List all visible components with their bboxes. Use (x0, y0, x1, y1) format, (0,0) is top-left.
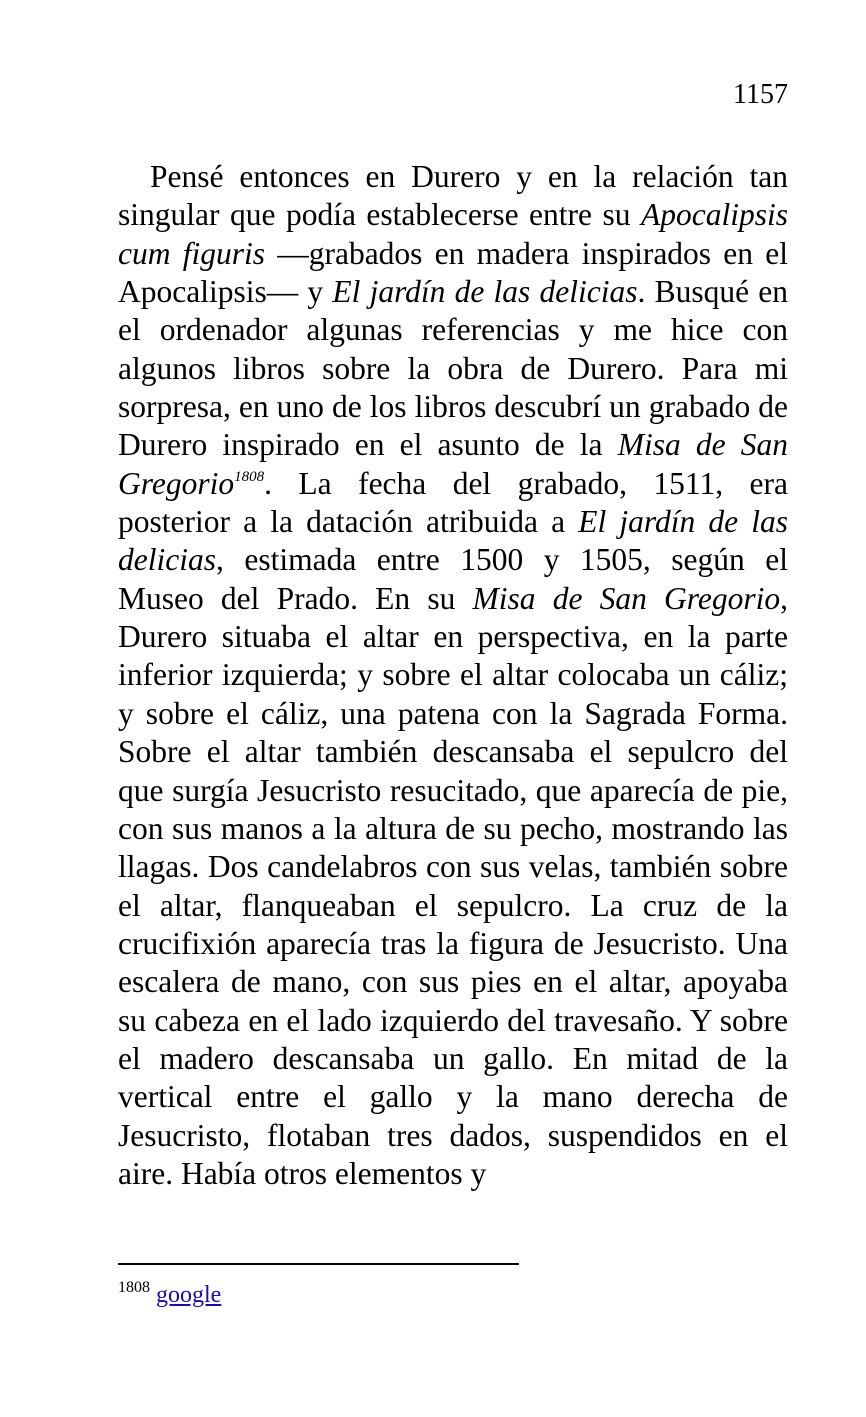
footnote-number: 1808 (118, 1279, 150, 1296)
footnote-divider (118, 1263, 519, 1265)
body-text-segment: —grabados en madera inspirados en el Apocalipsis— y (118, 235, 788, 310)
body-text-segment: , estimada entre 1500 y 1505, según el Museo del Prado. En su (118, 542, 788, 616)
italic-title-jardin: El jardín de las delicias (118, 504, 788, 578)
page-number: 1157 (733, 79, 788, 110)
body-paragraph (118, 158, 788, 1193)
italic-title-misa: Misa de San Gregorio (472, 580, 781, 616)
italic-title-misa: Misa de San Gregorio (118, 427, 788, 501)
body-text-segment: . La fecha del grabado, 1511, era posterior a la datación atribuida a (118, 465, 788, 540)
body-text-segment: Pensé entonces en Durero y en la relación tan singular que podía establecerse entre su (118, 159, 788, 233)
footnote-reference[interactable]: 1808 (234, 468, 265, 485)
body-text-segment: , Durero situaba el altar en perspectiva, en la parte inferior izquierda; y sobre el altar colocaba un cáliz; y sobre el cáliz, una patena con la Sagrada Forma. Sobre el altar también descansaba el sepulcro del que surgía Jesucristo resucitado, que aparecía de pie, con sus manos a la altura de su pecho, mostrando las llagas. Dos candelabros con sus velas, también sobre el altar, flanqueaban el sepulcro. La cruz de la crucifixión aparecía tras la figura de Jesucristo. Una escalera de mano, con sus pies en el altar, apoyaba su cabeza en el lado izquierdo del travesaño. Y sobre el madero descansaba un gallo. En mitad de la vertical entre el gallo y la mano derecha de Jesucristo, flotaban tres dados, suspendidos en el aire. Había otros elementos y (118, 580, 788, 1191)
footnote-link-google[interactable]: google (156, 1282, 222, 1308)
italic-title-apocalipsis: Apocalipsis cum figuris (118, 197, 788, 271)
italic-title-jardin: El jardín de las delicias (332, 274, 638, 310)
footnote (118, 1280, 221, 1310)
body-text-segment: . Busqué en el ordenador algunas referencias y me hice con algunos libros sobre la obra de Durero. Para mi sorpresa, en uno de los libros descubrí un grabado de Durero inspirado en el asunto de la (118, 274, 789, 463)
